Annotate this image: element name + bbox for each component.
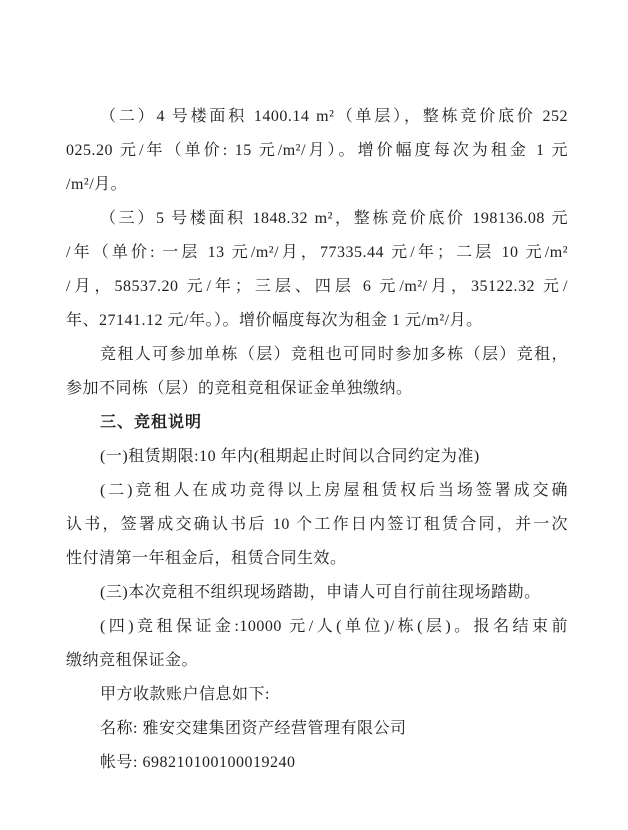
line-account-number: 帐号: 698210100100019240 (100, 754, 296, 771)
text-line: 年、27141.12 元/年。）。增价幅度每次为租金 1 元/m²/月。 (66, 312, 483, 329)
item-sign-contract (66, 474, 568, 576)
section-heading: 三、竞租说明 (100, 414, 203, 431)
text-line: 认书，签署成交确认书后 10 个工作日内签订租赁合同，并一次 (66, 516, 568, 533)
text-line: 缴纳竞租保证金。 (66, 652, 199, 669)
item-bid-deposit (66, 610, 568, 678)
text-line: (二)竞租人在成功竞得以上房屋租赁权后当场签署成交确 (100, 482, 568, 499)
text-line: 参加不同栋（层）的竞租竞租保证金单独缴纳。 (66, 380, 413, 397)
paragraph-building-5 (66, 202, 568, 338)
text-line: (四)竞租保证金:10000 元/人(单位)/栋(层)。报名结束前 (100, 618, 568, 635)
text-line: /月，58537.20 元/年；三层、四层 6 元/m²/月，35122.32 元/ (66, 278, 568, 295)
text-line: /m²/月。 (66, 176, 128, 193)
text-line: 性付清第一年租金后，租赁合同生效。 (66, 550, 347, 567)
line-account-intro: 甲方收款账户信息如下: (100, 686, 270, 703)
item-lease-term: (一)租赁期限:10 年内(租期起止时间以合同约定为准) (100, 448, 480, 465)
text-line: /年（单价: 一层 13 元/m²/月，77335.44 元/年；二层 10 元/m² (66, 244, 568, 261)
text-line: 竞租人可参加单栋（层）竞租也可同时参加多栋（层）竞租， (100, 346, 568, 363)
paragraph-multi-building-bid (66, 338, 568, 406)
paragraph-building-4 (66, 100, 568, 202)
item-site-survey: (三)本次竞租不组织现场踏勘，申请人可自行前往现场踏勘。 (100, 584, 541, 601)
text-line: （二）4 号楼面积 1400.14 m²（单层），整栋竞价底价 252 (100, 108, 568, 125)
text-line: （三）5 号楼面积 1848.32 m²，整栋竞价底价 198136.08 元 (100, 210, 568, 227)
line-account-name: 名称: 雅安交建集团资产经营管理有限公司 (100, 720, 407, 737)
text-line: 025.20 元/年（单价: 15 元/m²/月）。增价幅度每次为租金 1 元 (66, 142, 568, 159)
